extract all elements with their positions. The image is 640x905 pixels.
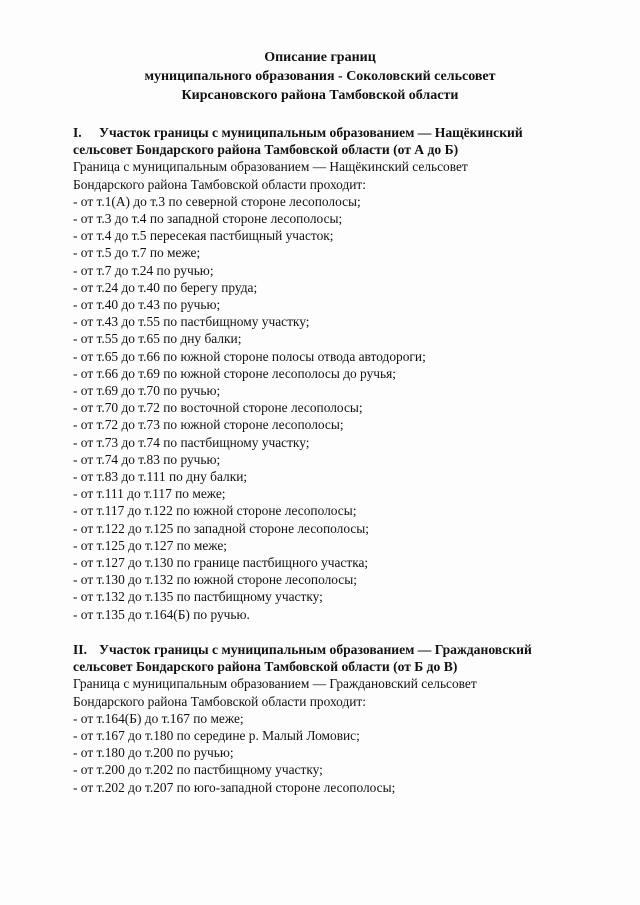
section-1-heading	[73, 124, 603, 158]
section-2-number: II.	[73, 642, 87, 657]
list-item: - от т.125 до т.127 по меже;	[73, 537, 227, 553]
list-item: - от т.73 до т.74 по пастбищному участку;	[73, 434, 310, 450]
list-item: - от т.43 до т.55 по пастбищному участку;	[73, 314, 310, 330]
section-2-heading-line-1: Участок границы с муниципальным образованием — Граждановский	[99, 642, 532, 657]
list-item: - от т.3 до т.4 по западной стороне лесополосы;	[73, 211, 343, 227]
list-item: - от т.180 до т.200 по ручью;	[73, 745, 234, 761]
document-title	[0, 48, 640, 105]
section-1	[73, 124, 603, 623]
list-item: - от т.74 до т.83 по ручью;	[73, 451, 221, 467]
section-2-boundary-list	[73, 710, 603, 796]
list-item: - от т.117 до т.122 по южной стороне лесополосы;	[73, 503, 357, 519]
list-item: - от т.1(А) до т.3 по северной стороне лесополосы;	[73, 193, 361, 209]
section-2-heading	[73, 641, 603, 675]
section-2-intro-line-1: Граница с муниципальным образованием — Граждановский сельсовет	[73, 676, 477, 692]
title-line-2: муниципального образования - Соколовский сельсовет	[144, 69, 496, 84]
list-item: - от т.130 до т.132 по южной стороне лесополосы;	[73, 572, 357, 588]
title-line-1: Описание границ	[264, 50, 376, 65]
section-1-intro-line-2: Бондарского района Тамбовской области проходит:	[73, 176, 366, 192]
section-1-boundary-list	[73, 193, 603, 623]
list-item: - от т.202 до т.207 по юго-западной стороне лесополосы;	[73, 779, 396, 795]
list-item: - от т.55 до т.65 по дну балки;	[73, 331, 242, 347]
list-item: - от т.127 до т.130 по границе пастбищного участка;	[73, 555, 369, 571]
list-item: - от т.83 до т.111 по дну балки;	[73, 469, 248, 485]
section-1-intro-line-1: Граница с муниципальным образованием — Нащёкинский сельсовет	[73, 159, 468, 175]
list-item: - от т.135 до т.164(Б) по ручью.	[73, 606, 250, 622]
list-item: - от т.200 до т.202 по пастбищному участку;	[73, 762, 323, 778]
list-item: - от т.4 до т.5 пересекая пастбищный участок;	[73, 228, 334, 244]
list-item: - от т.69 до т.70 по ручью;	[73, 383, 221, 399]
list-item: - от т.132 до т.135 по пастбищному участку;	[73, 589, 323, 605]
list-item: - от т.122 до т.125 по западной стороне лесополосы;	[73, 520, 370, 536]
list-item: - от т.65 до т.66 по южной стороне полосы отвода автодороги;	[73, 348, 426, 364]
section-2	[73, 641, 603, 796]
list-item: - от т.5 до т.7 по меже;	[73, 245, 201, 261]
section-1-heading-line-2: сельсовет Бондарского района Тамбовской области (от А до Б)	[73, 142, 459, 158]
list-item: - от т.167 до т.180 по середине р. Малый Ломовис;	[73, 728, 360, 744]
list-item: - от т.70 до т.72 по восточной стороне лесополосы;	[73, 400, 363, 416]
list-item: - от т.111 до т.117 по меже;	[73, 486, 226, 502]
section-1-number: I.	[73, 125, 82, 140]
list-item: - от т.66 до т.69 по южной стороне лесополосы до ручья;	[73, 365, 396, 381]
section-1-heading-line-1: Участок границы с муниципальным образованием — Нащёкинский	[99, 125, 523, 140]
list-item: - от т.7 до т.24 по ручью;	[73, 262, 214, 278]
list-item: - от т.24 до т.40 по берегу пруда;	[73, 279, 258, 295]
list-item: - от т.72 до т.73 по южной стороне лесополосы;	[73, 417, 344, 433]
list-item: - от т.40 до т.43 по ручью;	[73, 297, 221, 313]
list-item: - от т.164(Б) до т.167 по меже;	[73, 710, 244, 726]
title-line-3: Кирсановского района Тамбовской области	[181, 88, 459, 103]
section-2-intro-line-2: Бондарского района Тамбовской области проходит:	[73, 693, 366, 709]
section-2-heading-line-2: сельсовет Бондарского района Тамбовской области (от Б до В)	[73, 659, 458, 675]
